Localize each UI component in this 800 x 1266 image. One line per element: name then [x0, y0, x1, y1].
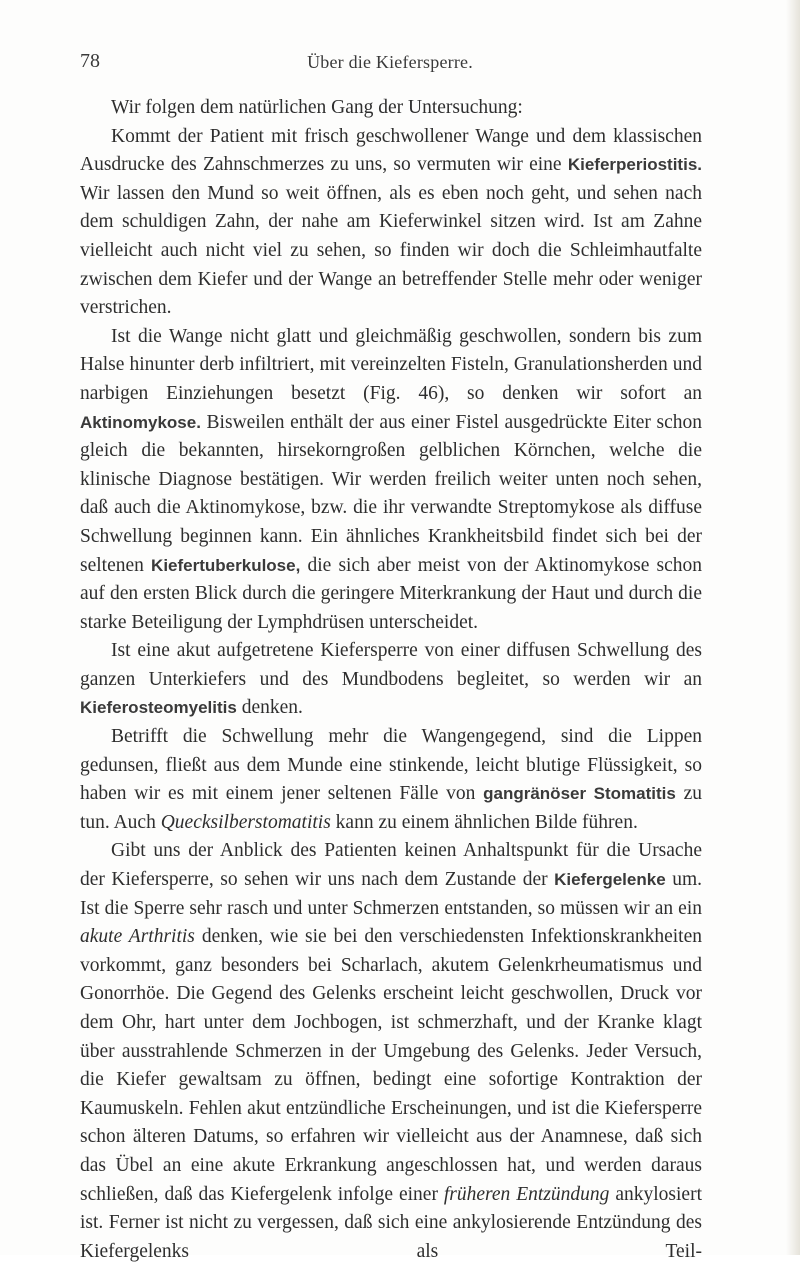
term-aktinomykose: Aktinomykose. [80, 412, 201, 432]
italic-frueheren-entzuendung: früheren Entzündung [443, 1183, 610, 1205]
paragraph-2: Kommt der Patient mit frisch geschwollener Wange und dem klassischen Ausdrucke des Zahnschmerzes zu uns, so vermuten wir eine Kieferperiostitis. Wir lassen den Mund so weit öffnen, als es eben noch geht, und sehen nach dem schuldigen Zahn, der nahe am Kieferwinkel sitzen wird. Ist am Zahne vielleicht auch nicht viel zu sehen, so finden wir doch die Schleimhautfalte zwischen dem Kiefer und der Wange an betreffender Stelle mehr oder weniger verstrichen. [80, 125, 702, 319]
running-head: Über die Kiefersperre. [307, 52, 473, 72]
page-number: 78 [80, 50, 100, 72]
paragraph-6: Gibt uns der Anblick des Patienten keinen Anhaltspunkt für die Ursache der Kiefersperre, so sehen wir uns nach dem Zustande der Kiefergelenke um. Ist die Sperre sehr rasch und unter Schmerzen entstanden, so müssen wir an ein akute Arthritis denken, wie sie bei den verschiedensten Infektionskrankheiten vorkommt, ganz besonders bei Scharlach, akutem Gelenkrheumatismus und Gonorrhöe. Die Gegend des Gelenks erscheint leicht geschwollen, Druck vor dem Ohr, hart unter dem Jochbogen, ist schmerzhaft, und der Kranke klagt über ausstrahlende Schmerzen in der Umgebung des Gelenks. Jeder Versuch, die Kiefer gewaltsam zu öffnen, bedingt eine sofortige Kontraktion der Kaumuskeln. Fehlen akut entzündliche Erscheinungen, und ist die Kiefersperre schon älteren Datums, so erfahren wir vielleicht aus der Anamnese, daß sich das Übel an eine akute Erkrankung angeschlossen hat, und werden daraus schließen, daß das Kiefergelenk infolge einer früheren Entzündung ankylosiert ist. Ferner ist nicht zu vergessen, daß sich eine ankylosierende Entzündung des Kiefergelenks als Teil- [80, 840, 702, 1262]
body-text [80, 94, 702, 1266]
italic-akute-arthritis: akute Arthritis [80, 926, 195, 948]
paragraph-4: Ist eine akut aufgetretene Kiefersperre von einer diffusen Schwellung des ganzen Unterkiefers und des Mundbodens begleitet, so werden wir an Kieferosteomyelitis denken. [80, 640, 702, 719]
term-gangraenoese-stomatitis: gangränöser Stomatitis [483, 784, 676, 804]
paragraph-5: Betrifft die Schwellung mehr die Wangengegend, sind die Lippen gedunsen, fließt aus dem Munde eine stinkende, leicht blutige Flüssigkeit, so haben wir es mit einem jener seltenen Fälle von gangränöser Stomatitis zu tun. Auch Quecksilberstomatitis kann zu einem ähnlichen Bilde führen. [80, 726, 702, 833]
term-kiefergelenke: Kiefergelenke [554, 870, 666, 890]
term-kieferperiostitis: Kieferperiostitis. [567, 155, 702, 175]
page-header [80, 50, 700, 80]
italic-quecksilberstomatitis: Quecksilberstomatitis [160, 811, 331, 833]
term-kiefertuberkulose: Kiefertuberkulose, [151, 555, 301, 575]
page-edge-shadow [786, 0, 800, 1255]
paragraph-3: Ist die Wange nicht glatt und gleichmäßig geschwollen, sondern bis zum Halse hinunter derb infiltriert, mit vereinzelten Fisteln, Granulationsherden und narbigen Einziehungen besetzt (Fig. 46), so denken wir sofort an Aktinomykose. Bisweilen enthält der aus einer Fistel ausgedrückte Eiter schon gleich die bekannten, hirsekorngroßen gelblichen Körnchen, welche die klinische Diagnose bestätigen. Wir werden freilich weiter unten noch sehen, daß auch die Aktinomykose, bzw. die ihr verwandte Streptomykose als diffuse Schwellung beginnen kann. Ein ähnliches Krankheitsbild findet sich bei der seltenen Kiefertuberkulose, die sich aber meist von der Aktinomykose schon auf den ersten Blick durch die geringere Miterkrankung der Haut und durch die starke Beteiligung der Lymphdrüsen unterscheidet. [80, 325, 702, 633]
term-kieferosteomyelitis: Kieferosteomyelitis [80, 698, 237, 718]
paragraph-1: Wir folgen dem natürlichen Gang der Untersuchung: [111, 97, 523, 118]
